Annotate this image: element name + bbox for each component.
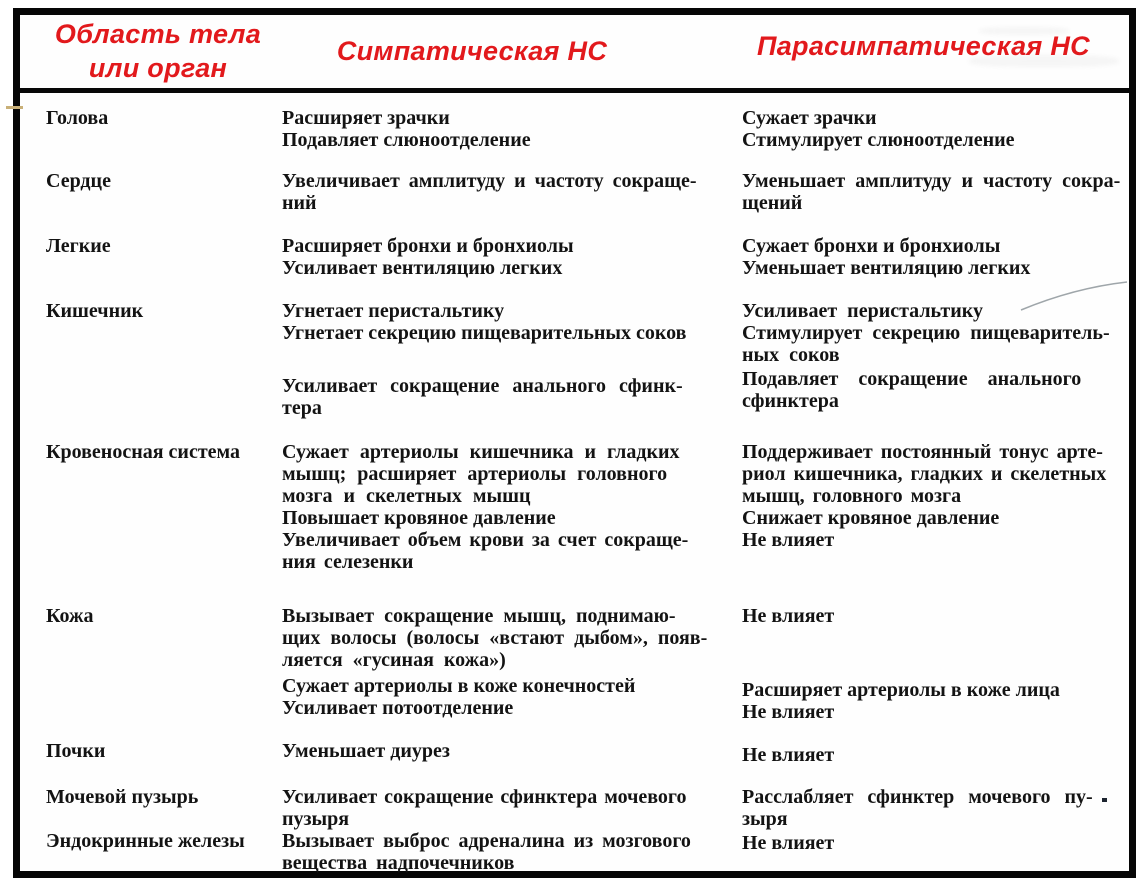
text-block [46,830,282,852]
sympathetic-cell [282,441,742,573]
text-block [282,107,728,151]
text-line: Мочевой пузырь [46,786,199,808]
text-line: Увеличивает амплитуду и частоту сокраще- [282,170,697,192]
scan-tick-mark [6,106,23,109]
parasympathetic-cell [742,605,1129,723]
scan-hairline-curve [1019,270,1129,320]
text-block [282,740,728,762]
text-block [46,786,282,808]
text-block [282,605,728,671]
text-line: Снижает кровяное давление [742,507,1000,529]
text-line: Сужает артериолы кишечника и гладких [282,441,680,463]
text-line: Уменьшает амплитуду и частоту сокра- [742,170,1121,192]
parasympathetic-cell [742,170,1141,214]
text-block [46,300,282,322]
text-line: Сужает зрачки [742,107,877,129]
text-line: Подавляет слюноотделение [282,129,531,151]
text-line: Голова [46,107,109,129]
table-row [20,107,1129,151]
text-line: ния селезенки [282,551,414,573]
text-line: Кожа [46,605,94,627]
text-line: Расширяет артериолы в коже лица [742,679,1060,701]
text-block [742,507,1106,529]
text-block [742,832,1099,854]
text-line: зыря [742,808,788,830]
organ-cell [20,441,282,573]
sympathetic-cell [282,170,742,214]
text-line: риол кишечника, гладких и скелетных [742,463,1107,485]
text-line: Угнетает перистальтику [282,300,505,322]
text-block [742,107,1099,151]
text-line: Кровеносная система [46,441,241,463]
table-row [20,441,1129,573]
table-row [20,300,1129,419]
text-block [742,529,1106,551]
text-line: Повышает кровяное давление [282,507,556,529]
text-line: Расслабляет сфинктер мочевого пу- [742,786,1093,808]
text-line: Усиливает потоотделение [282,697,514,719]
text-line: Стимулирует секрецию пищеваритель- [742,322,1110,344]
organ-cell [20,740,282,766]
text-line: ний [282,192,317,214]
text-block [46,605,282,627]
table-row [20,830,1129,874]
table-row [20,740,1129,766]
text-line: мозга и скелетных мышц [282,485,531,507]
text-line: пузыря [282,808,350,830]
text-line: Кишечник [46,300,144,322]
table-header [20,15,1129,88]
table-row [20,605,1129,723]
text-line: Поддерживает постоянный тонус арте- [742,441,1103,463]
text-line: тера [282,397,322,419]
sympathetic-cell [282,235,742,279]
text-block [46,235,282,257]
sympathetic-cell [282,830,742,874]
table-row [20,235,1129,279]
text-block [742,368,1110,412]
sympathetic-cell [282,300,742,419]
text-block [282,675,728,719]
text-line: щих волосы (волосы «встают дыбом», появ- [282,627,708,649]
text-line: Подавляет сокращение анального [742,368,1082,390]
text-line: щений [742,192,803,214]
text-block [282,300,728,344]
text-line: Усиливает вентиляцию легких [282,257,563,279]
table-row [20,786,1129,830]
text-line: Сужает артериолы в коже конечностей [282,675,636,697]
text-line: сфинктера [742,390,839,412]
text-block [46,740,282,762]
text-block [742,679,1099,723]
text-line: Почки [46,740,106,762]
text-line: Вызывает сокращение мышц, поднимаю- [282,605,676,627]
text-block [282,507,728,529]
parasympathetic-cell [742,786,1129,830]
sympathetic-cell [282,740,742,766]
text-line: Вызывает выброс адреналина из мозгового [282,830,691,852]
organ-cell [20,300,282,419]
text-block [46,170,282,192]
organ-cell [20,107,282,151]
scan-speck [1102,798,1107,802]
text-line: Уменьшает диурез [282,740,450,762]
text-line: Не влияет [742,832,835,854]
text-block [282,170,728,214]
text-line: Расширяет зрачки [282,107,450,129]
organ-cell [20,170,282,214]
header-col-parasympathetic: Парасимпатическая НС [757,30,1090,61]
table-body [20,93,1129,874]
organ-cell [20,605,282,723]
header-col-sympathetic: Симпатическая НС [336,35,608,66]
text-block [282,375,728,419]
text-line: Усиливает сокращение анального сфинк- [282,375,683,397]
text-line: мышц, головного мозга [742,485,962,507]
parasympathetic-cell [742,830,1129,874]
text-line: Увеличивает объем крови за счет сокраще- [282,529,689,551]
parasympathetic-cell [742,740,1129,766]
parasympathetic-cell [742,107,1129,151]
header-col-organ-line2: или орган [88,52,228,83]
text-line: Не влияет [742,744,835,766]
scan-smudge [979,27,1069,35]
text-block [282,235,728,279]
text-line: Расширяет бронхи и бронхиолы [282,235,574,257]
text-block [46,441,282,463]
text-block [282,786,728,830]
text-line: Не влияет [742,529,835,551]
text-line: Легкие [46,235,111,257]
text-line: Сужает бронхи и бронхиолы [742,235,1001,257]
table-row [20,170,1129,214]
sympathetic-cell [282,605,742,723]
parasympathetic-cell [742,441,1136,573]
sympathetic-cell [282,107,742,151]
text-line: мышц; расширяет артериолы головного [282,463,668,485]
table-frame [13,8,1136,878]
text-line: Стимулирует слюноотделение [742,129,1015,151]
organ-cell [20,830,282,874]
sympathetic-cell [282,786,742,830]
text-block [742,605,1099,627]
text-line: ляется «гусиная кожа») [282,649,506,671]
text-line: вещества надпочечников [282,852,515,874]
text-line: Сердце [46,170,111,192]
scan-smudge [969,55,1119,67]
organ-cell [20,235,282,279]
text-block [742,744,1099,766]
text-line: Уменьшает вентиляцию легких [742,257,1031,279]
text-block [282,830,728,874]
text-line: Усиливает сокращение сфинктера мочевого [282,786,687,808]
text-line: ных соков [742,344,840,366]
text-line: Усиливает перистальтику [742,300,983,322]
organ-cell [20,786,282,830]
header-col-organ-line1: Область тела [54,18,262,49]
text-line: Не влияет [742,701,835,723]
text-line: Эндокринные железы [46,830,245,852]
text-block [282,529,728,573]
text-line: Не влияет [742,605,835,627]
text-block [742,441,1106,507]
text-block [742,170,1120,214]
text-block [282,441,728,507]
text-block [46,107,282,129]
text-line: Угнетает секрецию пищеварительных соков [282,322,687,344]
text-block [742,786,1099,830]
